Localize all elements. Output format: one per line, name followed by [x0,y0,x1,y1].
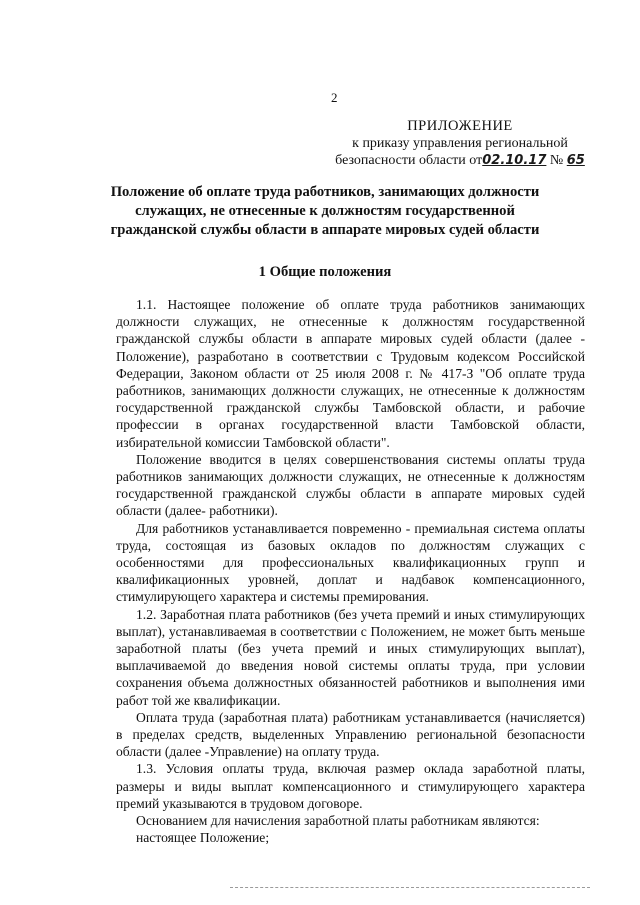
page-number: 2 [331,90,338,105]
appendix-title: ПРИЛОЖЕНИЕ [407,118,513,134]
handwritten-number: 65 [566,153,585,168]
appendix-line-2 [330,152,590,169]
appendix-line-2-prefix: безопасности области от [335,153,483,168]
bottom-scan-artifact [230,887,590,888]
paragraph: 1.2. Заработная плата работников (без учета премий и иных стимулирующих выплат), устанавливаемая в соответствии с Положением, не может быть меньше заработной платы (без учета премий и иных стимулирующих выплат), выплачиваемой до введения новой системы оплаты труда, при условии сохранения объема должностных обязанностей работников и выполнения ими работ той же квалификации. [116,606,585,708]
paragraph: Основанием для начисления заработной платы работникам являются: [136,813,540,829]
paragraph: Положение вводится в целях совершенствования системы оплаты труда работников занимающих должности служащих, не отнесенные к должностям государственной гражданской службы области в аппарате мировых судей области (далее- работники). [116,451,585,519]
handwritten-date: 02.10.17 [482,153,547,168]
appendix-line-1: к приказу управления региональной [352,136,568,151]
paragraph: 1.3. Условия оплаты труда, включая размер оклада заработной платы, размеры и виды выплат компенсационного и стимулирующего характера премий указываются в трудовом договоре. [116,761,585,811]
paragraph: Оплата труда (заработная плата) работникам устанавливается (начисляется) в пределах средств, выделенных Управлению региональной безопасности области (далее -Управление) на оплату труда. [116,709,585,760]
document-body [116,296,585,847]
number-label: № [549,153,564,168]
paragraph: Для работников устанавливается повременно - премиальная система оплаты труда, состоящая из базовых окладов по должностям служащих с особенностями для профессиональных квалификационных групп и квалификационных уровней, доплат и надбавок компенсационного, стимулирующего характера и системы премирования. [116,520,585,605]
paragraph: настоящее Положение; [136,830,270,846]
document-title: Положение об оплате труда работников, занимающих должности служащих, не отнесенные к должностям государственной гражданской службы области в аппарате мировых судей области [110,184,540,238]
section-title: 1 Общие положения [258,264,392,280]
appendix-header [330,118,590,169]
paragraph: 1.1. Настоящее положение об оплате труда работников занимающих должности служащих, не отнесенные к должностям государственной гражданской службы области в аппарате мировых судей области (далее - Положение), разработано в соответствии с Трудовым кодексом Российской Федерации, Законом области от 25 июля 2008 г. № 417-З "Об оплате труда работников, занимающих должности служащих, не отнесенные к должностям государственной гражданской службы Тамбовской области, и рабочие профессии в органах государственной власти Тамбовской области, избирательной комиссии Тамбовской области". [116,297,585,450]
